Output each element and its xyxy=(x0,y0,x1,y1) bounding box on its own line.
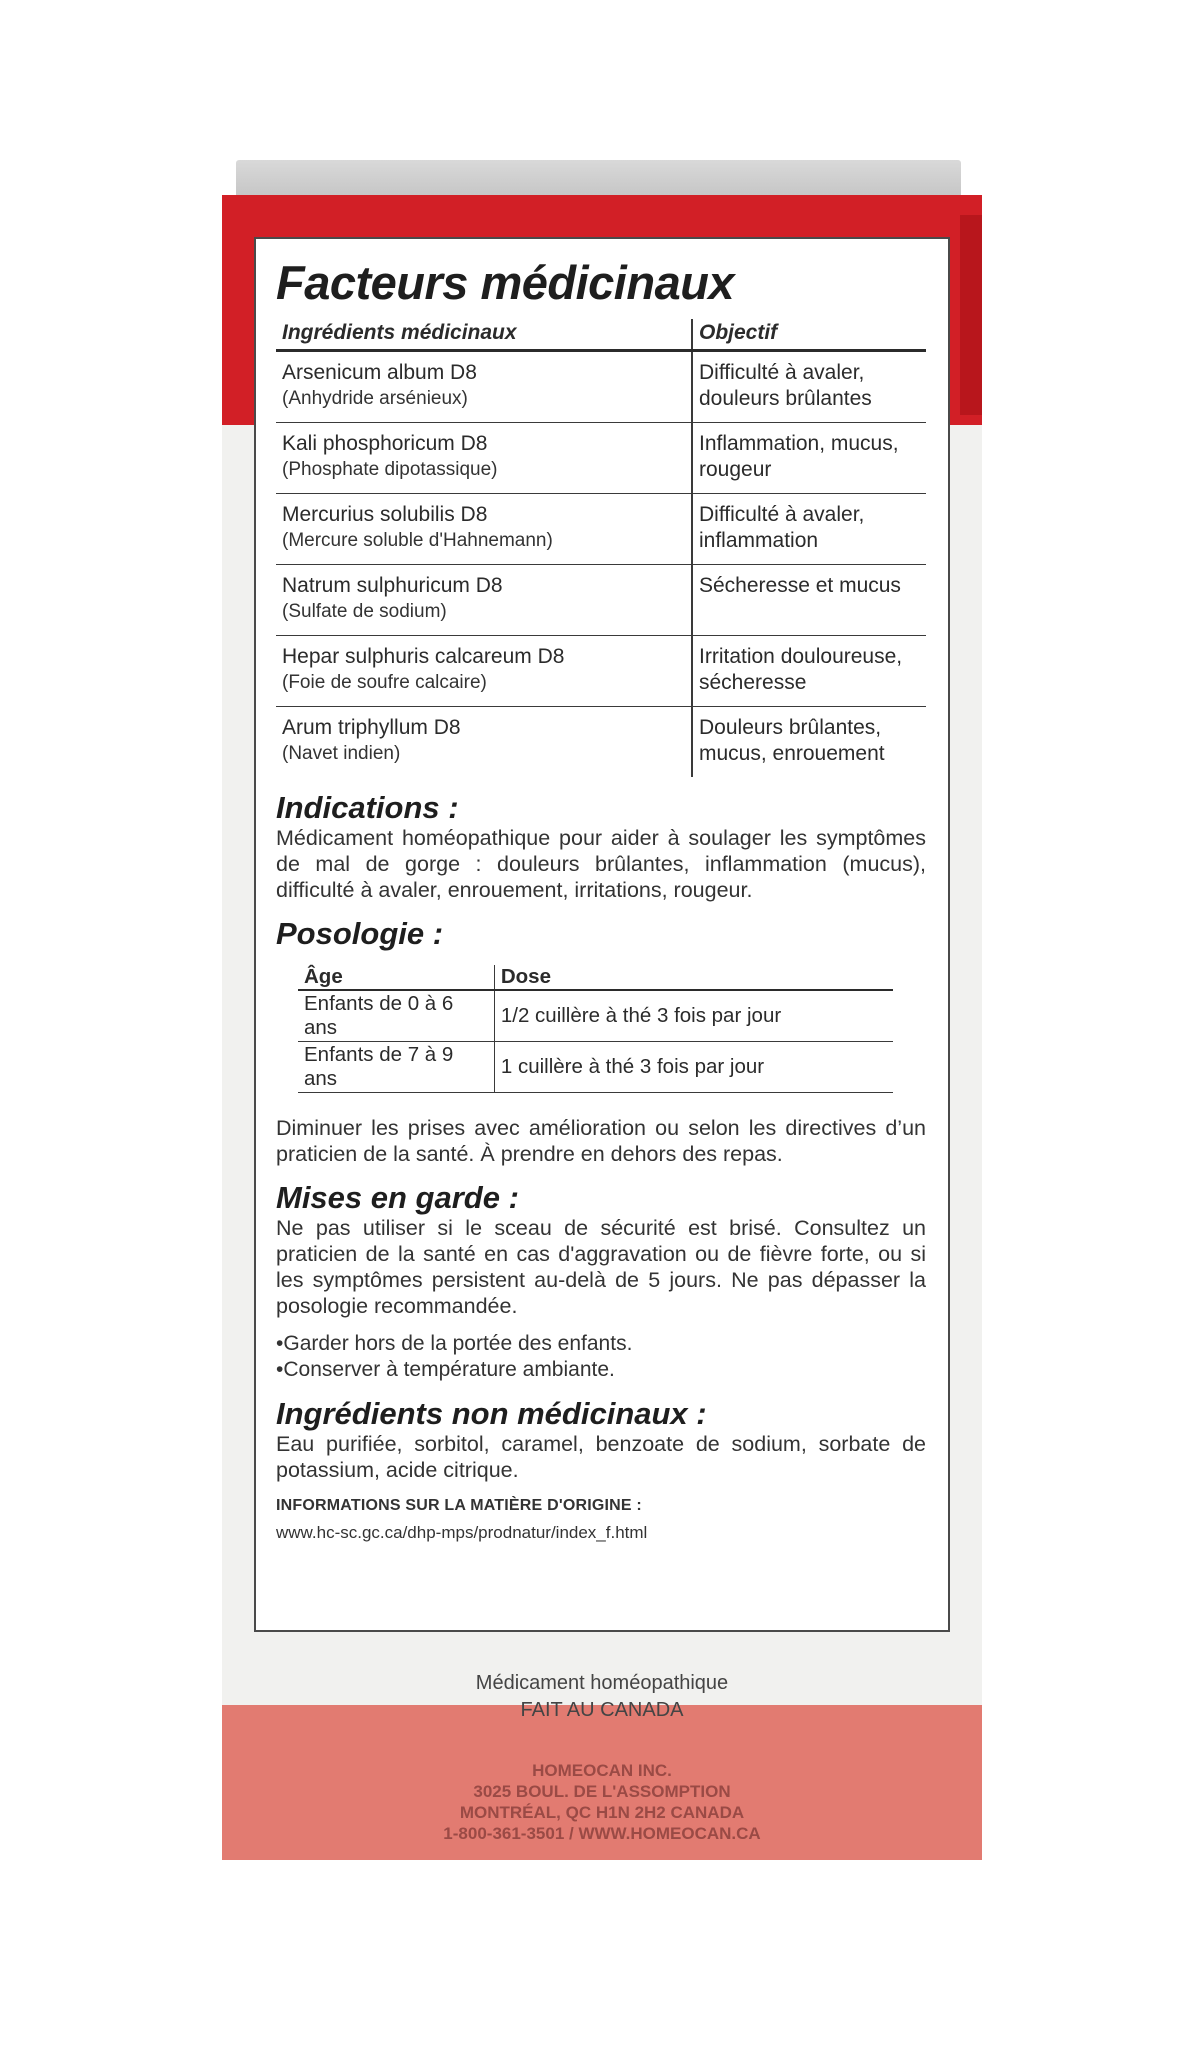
objectif-line: Difficulté à avaler, xyxy=(699,503,865,526)
company-contact: 1-800-361-3501 / WWW.HOMEOCAN.CA xyxy=(443,1824,761,1843)
objectif-line: rougeur xyxy=(699,458,772,481)
col-age: Âge xyxy=(298,965,494,990)
ingredient-name: Hepar sulphuris calcareum D8 xyxy=(282,645,565,668)
mises-en-garde-text: Ne pas utiliser si le sceau de sécurité est brisé. Consultez un praticien de la santé en cas d'aggravation ou de fièvre forte, ou si les symptômes persistent au-delà de 5 jours. Ne pas dépasser la posologie recommandée. xyxy=(276,1216,926,1318)
product-box xyxy=(222,195,982,1860)
list-item: • Garder hors de la portée des enfants. xyxy=(276,1331,926,1357)
ingredient-sub: (Navet indien) xyxy=(282,743,401,764)
col-dose: Dose xyxy=(494,965,893,990)
footer-made-in xyxy=(222,1670,982,1724)
red-side-edge xyxy=(960,215,982,415)
posologie-heading: Posologie : xyxy=(276,916,444,951)
table-row xyxy=(276,423,926,494)
ingredient-sub: (Foie de soufre calcaire) xyxy=(282,672,487,693)
age-cell: Enfants de 7 à 9 ans xyxy=(298,1042,494,1093)
posologie-note: Diminuer les prises avec amélioration ou selon les directives d’un praticien de la santé. À prendre en dehors des repas. xyxy=(276,1116,926,1166)
table-row xyxy=(298,990,893,1042)
ingredient-sub: (Phosphate dipotassique) xyxy=(282,459,498,480)
mises-en-garde-heading: Mises en garde : xyxy=(276,1180,519,1215)
objectif-line: douleurs brûlantes xyxy=(699,387,872,410)
ingredient-name: Arsenicum album D8 xyxy=(282,361,477,384)
warning-list xyxy=(276,1331,926,1383)
dose-cell: 1/2 cuillère à thé 3 fois par jour xyxy=(494,990,893,1042)
objectif-line: Sécheresse et mucus xyxy=(699,574,901,597)
objectif-line: Irritation douloureuse, xyxy=(699,645,903,668)
non-medicinaux-text: Eau purifiée, sorbitol, caramel, benzoate de sodium, sorbate de potassium, acide citrique. xyxy=(276,1432,926,1482)
company-address2: MONTRÉAL, QC H1N 2H2 CANADA xyxy=(459,1803,745,1822)
indications-text: Médicament homéopathique pour aider à soulager les symptômes de mal de gorge : douleurs brûlantes, inflammation (mucus), difficulté à avaler, enrouement, irritations, rougeur. xyxy=(276,826,926,902)
company-address1: 3025 BOUL. DE L'ASSOMPTION xyxy=(473,1782,731,1801)
table-row xyxy=(276,636,926,707)
info-panel xyxy=(254,237,950,1632)
source-url: www.hc-sc.gc.ca/dhp-mps/prodnatur/index_f.html xyxy=(276,1523,648,1542)
dose-cell: 1 cuillère à thé 3 fois par jour xyxy=(494,1042,893,1093)
objectif-line: sécheresse xyxy=(699,671,807,694)
table-row xyxy=(276,494,926,565)
list-item: • Conserver à température ambiante. xyxy=(276,1357,926,1383)
ingredient-name: Mercurius solubilis D8 xyxy=(282,503,488,526)
box-top-flap xyxy=(236,160,961,200)
ingredient-name: Natrum sulphuricum D8 xyxy=(282,574,503,597)
footer-line2: FAIT AU CANADA xyxy=(520,1699,684,1721)
ingredient-name: Kali phosphoricum D8 xyxy=(282,432,488,455)
source-heading: INFORMATIONS SUR LA MATIÈRE D'ORIGINE : xyxy=(276,1497,642,1514)
col-objectif: Objectif xyxy=(692,319,926,351)
objectif-line: Douleurs brûlantes, xyxy=(699,716,882,739)
indications-heading: Indications : xyxy=(276,790,459,825)
panel-title: Facteurs médicinaux xyxy=(276,256,735,309)
table-row xyxy=(276,565,926,636)
non-medicinaux-heading: Ingrédients non médicinaux : xyxy=(276,1396,707,1431)
col-ingredients: Ingrédients médicinaux xyxy=(276,319,692,351)
objectif-line: Difficulté à avaler, xyxy=(699,361,865,384)
objectif-line: Inflammation, mucus, xyxy=(699,432,899,455)
objectif-line: inflammation xyxy=(699,529,819,552)
table-row xyxy=(298,1042,893,1093)
footer-line1: Médicament homéopathique xyxy=(475,1672,729,1694)
footer-company-block xyxy=(222,1760,982,1844)
dosage-table xyxy=(298,965,893,1093)
ingredients-table xyxy=(276,319,926,777)
table-row xyxy=(276,351,926,423)
ingredient-sub: (Sulfate de sodium) xyxy=(282,601,447,622)
age-cell: Enfants de 0 à 6 ans xyxy=(298,990,494,1042)
ingredient-sub: (Anhydride arsénieux) xyxy=(282,388,468,409)
ingredient-sub: (Mercure soluble d'Hahnemann) xyxy=(282,530,553,551)
objectif-line: mucus, enrouement xyxy=(699,742,885,765)
table-row xyxy=(276,707,926,778)
ingredient-name: Arum triphyllum D8 xyxy=(282,716,461,739)
company-name: HOMEOCAN INC. xyxy=(532,1761,672,1780)
